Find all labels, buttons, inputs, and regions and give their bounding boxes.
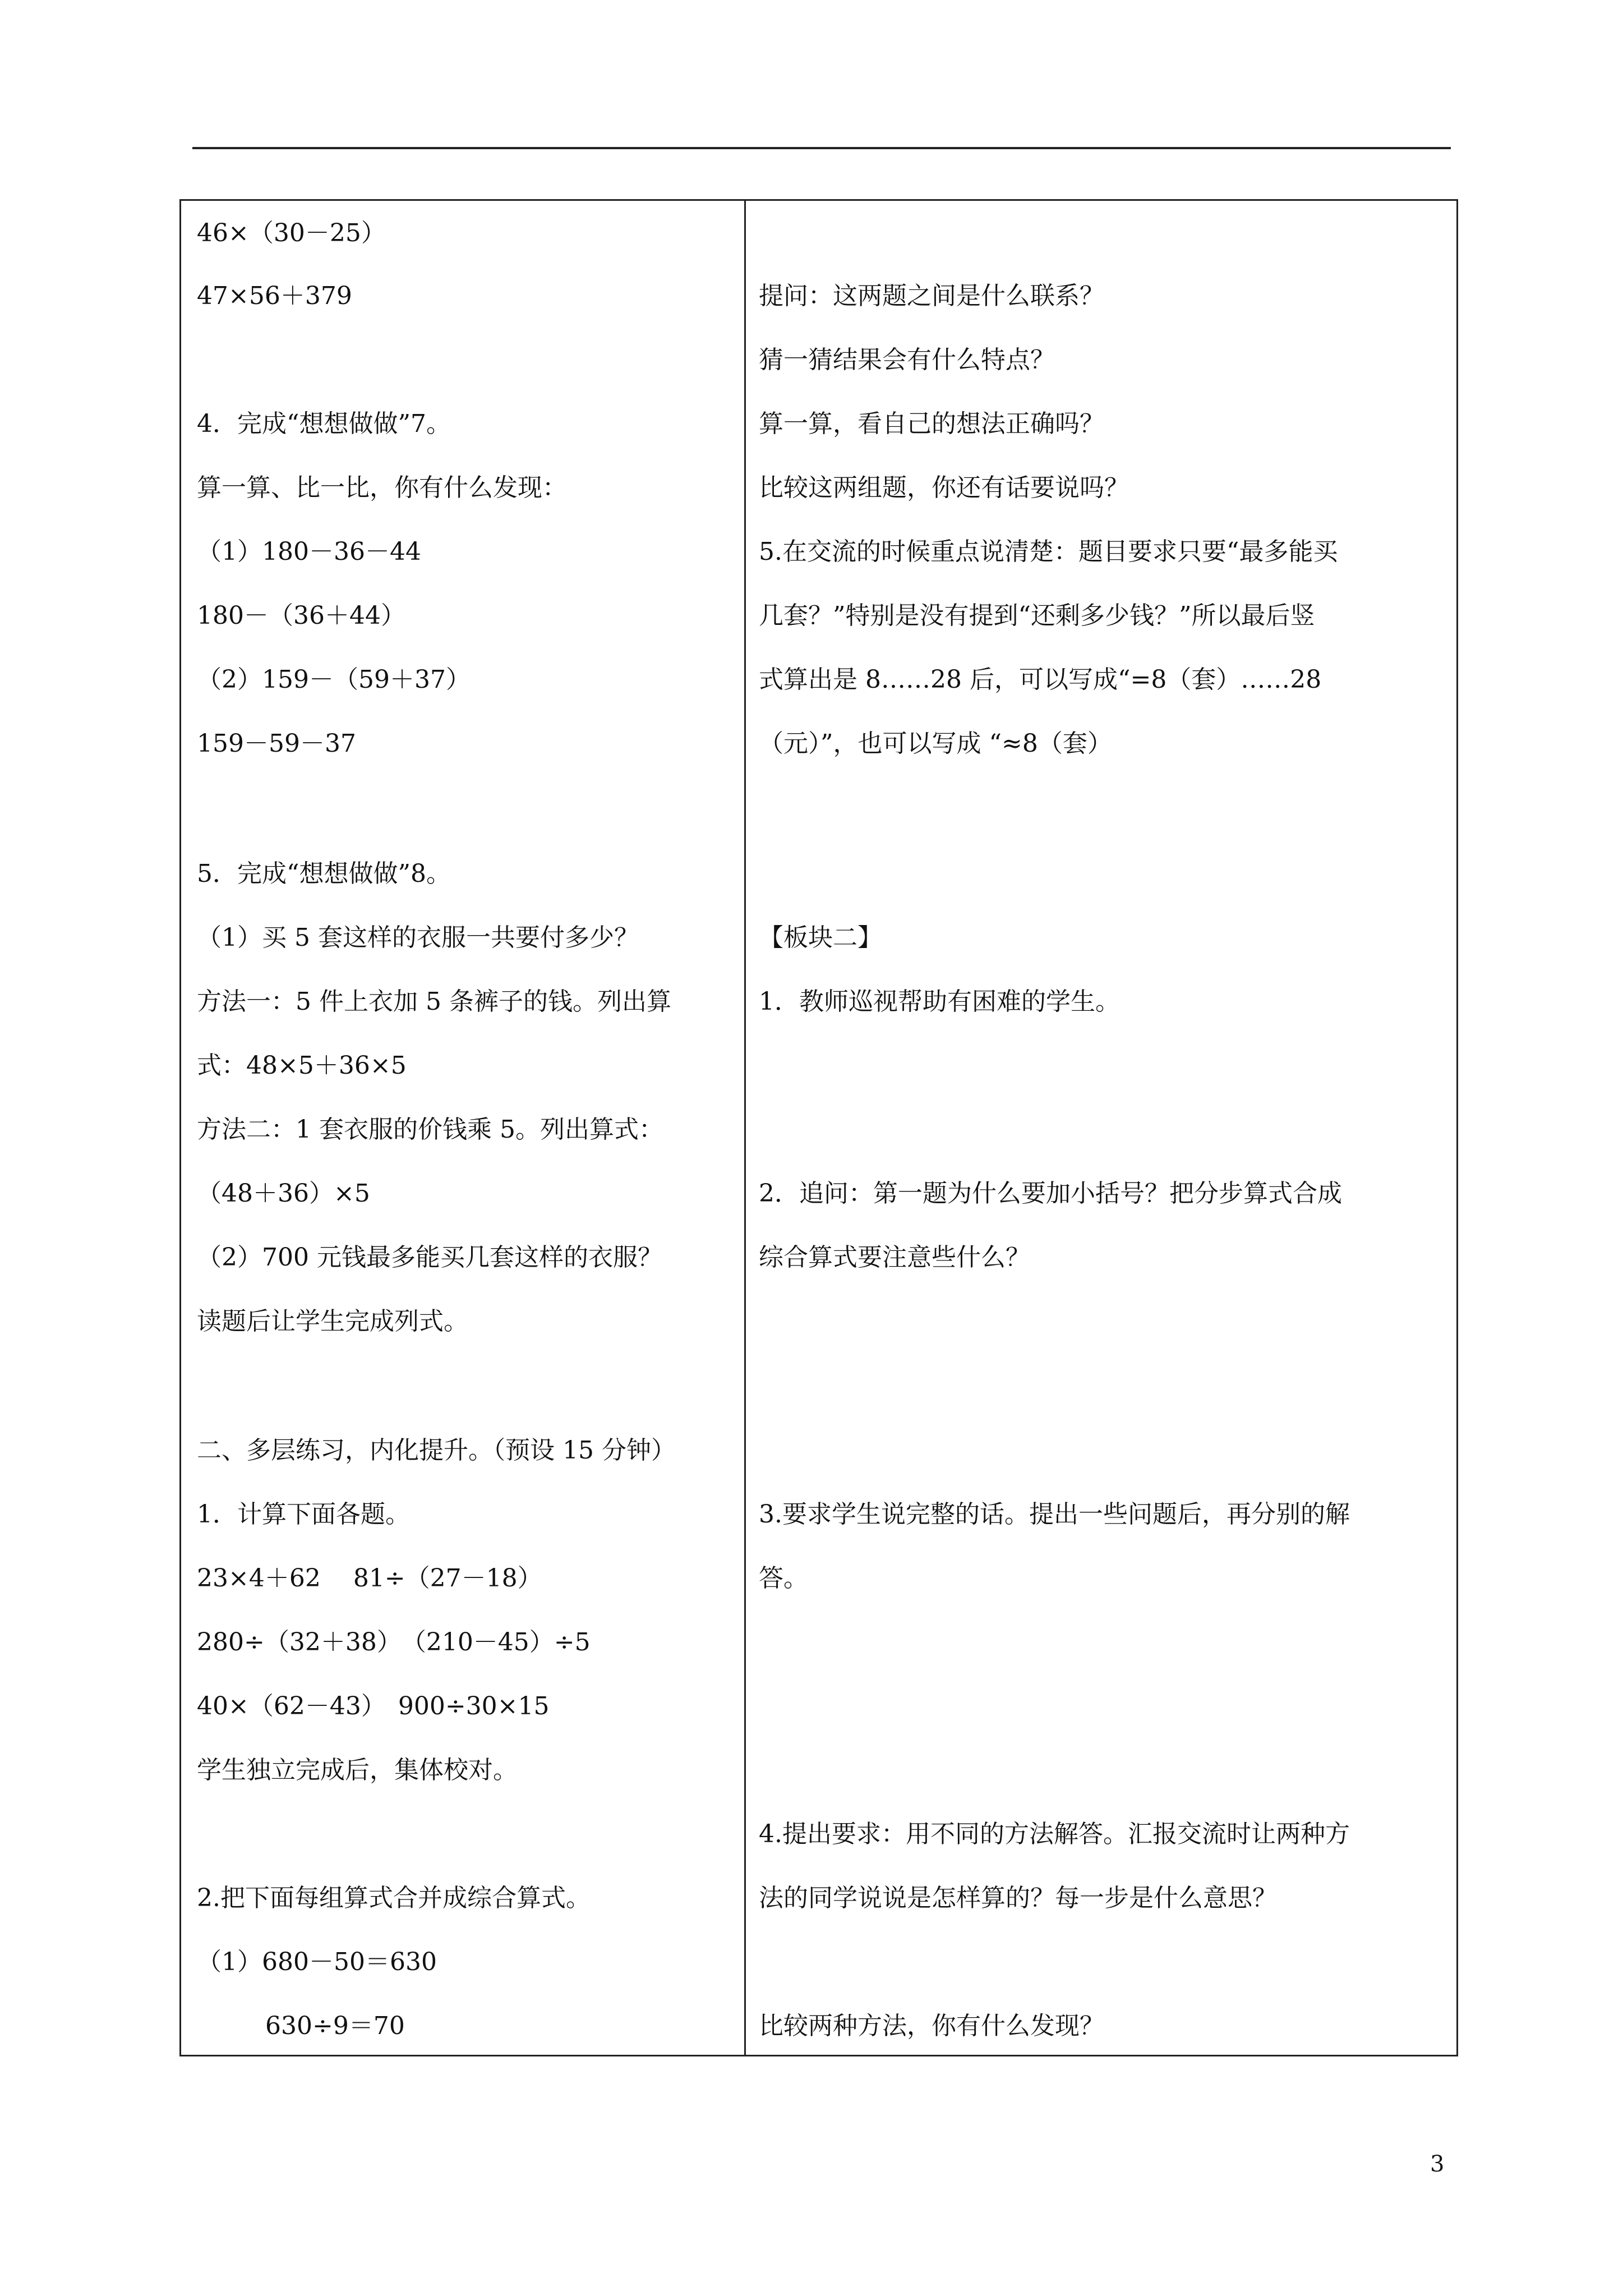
left-line: （1）180－36－44 [197, 537, 421, 566]
left-line: 180－（36＋44） [197, 601, 405, 630]
left-line: 280÷（32＋38） （210－45）÷5 [197, 1628, 591, 1657]
left-line: 二、多层练习，内化提升。（预设 15 分钟） [197, 1436, 676, 1465]
left-line: （48＋36）×5 [197, 1179, 370, 1208]
left-line: 47×56＋379 [197, 282, 352, 310]
header-rule [192, 147, 1451, 149]
left-line: 读题后让学生完成列式。 [197, 1307, 468, 1336]
left-line: （1）买 5 套这样的衣服一共要付多少？ [197, 923, 639, 952]
left-line: 学生独立完成后，集体校对。 [197, 1756, 518, 1784]
left-line: 1．计算下面各题。 [197, 1500, 410, 1529]
left-line: （2）700 元钱最多能买几套这样的衣服？ [197, 1243, 662, 1272]
right-line: 4.提出要求：用不同的方法解答。汇报交流时让两种方 [759, 1820, 1350, 1848]
right-line: 【板块二】 [759, 923, 882, 952]
right-line: 比较这两组题，你还有话要说吗？ [759, 473, 1129, 502]
right-line: 算一算，看自己的想法正确吗？ [759, 409, 1104, 438]
right-line: 综合算式要注意些什么？ [759, 1243, 1030, 1272]
left-line: 5．完成“想想做做”8。 [197, 859, 451, 888]
right-line: 法的同学说说是怎样算的？每一步是什么意思？ [759, 1884, 1277, 1912]
left-line: 2.把下面每组算式合并成综合算式。 [197, 1884, 591, 1912]
left-line: 4．完成“想想做做”7。 [197, 409, 451, 438]
right-line: （元）”，也可以写成 “≈8（套） [759, 729, 1112, 758]
page-number: 3 [1430, 2151, 1445, 2177]
right-line: 式算出是 8……28 后，可以写成“=8（套）……28 [759, 665, 1322, 694]
left-line: 159－59－37 [197, 729, 356, 758]
right-line: 3.要求学生说完整的话。提出一些问题后，再分别的解 [759, 1500, 1350, 1529]
right-line: 猜一猜结果会有什么特点？ [759, 346, 1055, 374]
right-line: 1．教师巡视帮助有困难的学生。 [759, 987, 1120, 1016]
left-line: 方法二：1 套衣服的价钱乘 5。列出算式： [197, 1115, 663, 1144]
left-line: 23×4＋62 81÷（27－18） [197, 1564, 542, 1593]
left-line: 算一算、比一比，你有什么发现： [197, 473, 567, 502]
left-line: 630÷9＝70 [265, 2012, 405, 2040]
left-line: （1）680－50＝630 [197, 1948, 437, 1976]
right-line: 2．追问：第一题为什么要加小括号？把分步算式合成 [759, 1179, 1342, 1208]
column-divider [744, 201, 746, 2055]
lesson-table [179, 199, 1458, 2056]
right-line: 提问：这两题之间是什么联系？ [759, 282, 1104, 310]
left-line: 40×（62－43） 900÷30×15 [197, 1692, 550, 1720]
right-line: 5.在交流的时候重点说清楚：题目要求只要“最多能买 [759, 537, 1338, 566]
right-line: 几套？”特别是没有提到“还剩多少钱？”所以最后竖 [759, 601, 1315, 630]
left-line: 方法一：5 件上衣加 5 条裤子的钱。列出算 [197, 987, 671, 1016]
left-line: 46×（30－25） [197, 219, 386, 247]
left-line: 式：48×5＋36×5 [197, 1051, 407, 1080]
right-line: 比较两种方法，你有什么发现？ [759, 2012, 1104, 2040]
right-line: 答。 [759, 1564, 808, 1593]
left-line: （2）159－（59＋37） [197, 665, 471, 694]
